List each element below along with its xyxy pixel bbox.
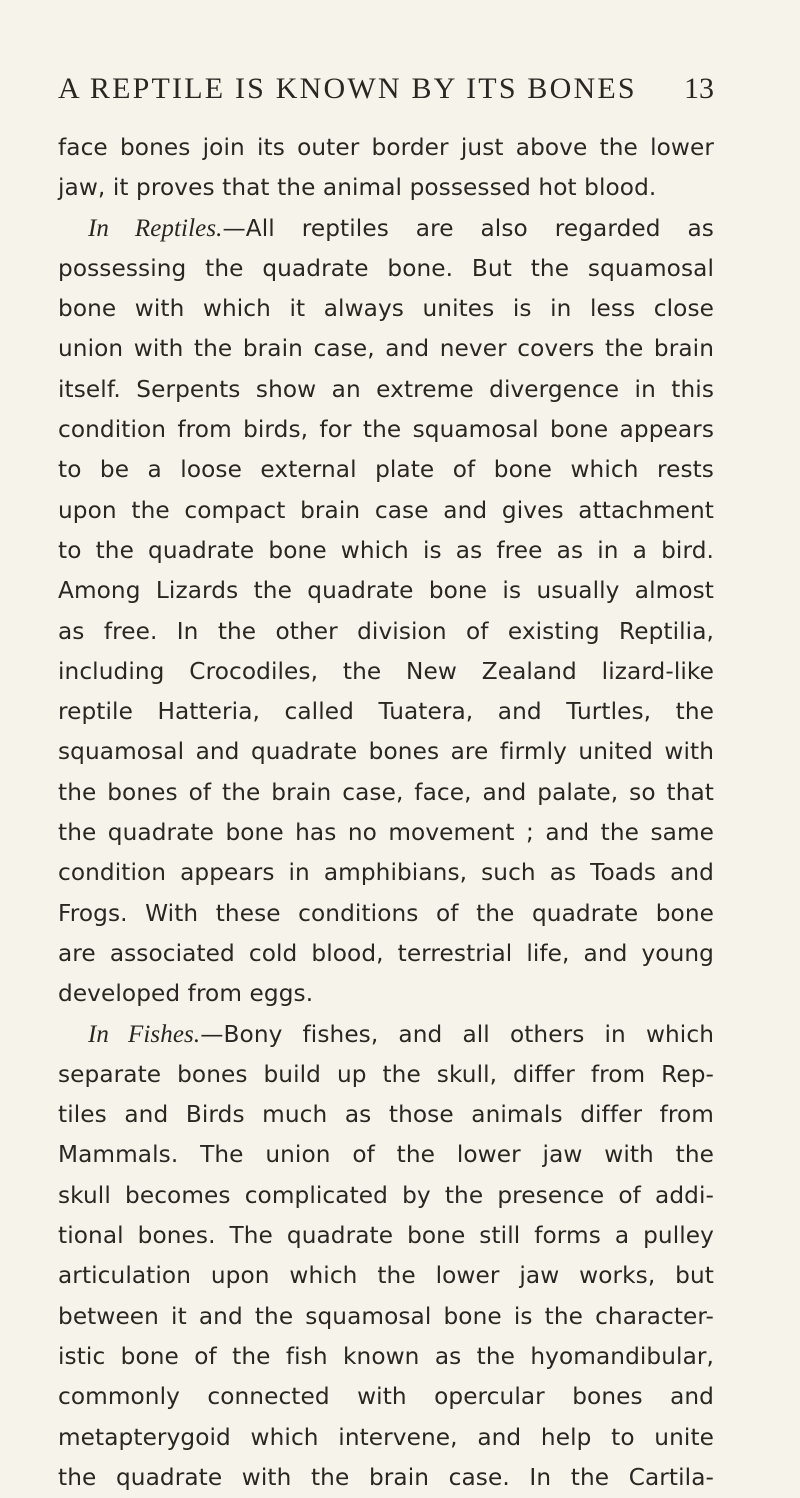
text-line bbox=[58, 410, 714, 450]
line-text: between it and the squamosal bone is the character- bbox=[58, 1302, 714, 1330]
text-line bbox=[58, 370, 714, 410]
text-line bbox=[58, 813, 714, 853]
page-number: 13 bbox=[684, 72, 714, 105]
line-text: jaw, it proves that the animal possessed hot blood. bbox=[58, 174, 657, 202]
section-heading: In Fishes. bbox=[88, 1020, 201, 1048]
text-line bbox=[58, 450, 714, 490]
line-text: istic bone of the fish known as the hyomandibular, bbox=[58, 1342, 714, 1370]
text-line bbox=[58, 1458, 714, 1498]
text-line bbox=[58, 974, 714, 1014]
running-head bbox=[58, 72, 714, 112]
text-line bbox=[58, 1176, 714, 1216]
text-line bbox=[58, 329, 714, 369]
line-text: tiles and Birds much as those animals differ from bbox=[58, 1101, 714, 1129]
line-text: union with the brain case, and never covers the brain bbox=[58, 335, 714, 363]
text-line bbox=[58, 853, 714, 893]
line-text: condition appears in amphibians, such as Toads and bbox=[58, 859, 714, 887]
text-line bbox=[58, 1055, 714, 1095]
line-text: tional bones. The quadrate bone still forms a pulley bbox=[58, 1222, 714, 1250]
line-text: including Crocodiles, the New Zealand lizard-like bbox=[58, 657, 714, 685]
line-text: commonly connected with opercular bones and bbox=[58, 1383, 714, 1411]
line-text: are associated cold blood, terrestrial life, and young bbox=[58, 939, 714, 967]
text-line bbox=[58, 249, 714, 289]
line-text: separate bones build up the skull, differ from Rep- bbox=[58, 1060, 714, 1088]
text-line bbox=[58, 168, 714, 208]
line-text: Mammals. The union of the lower jaw with the bbox=[58, 1141, 714, 1169]
text-line bbox=[58, 289, 714, 329]
text-line bbox=[58, 1216, 714, 1256]
text-line bbox=[58, 491, 714, 531]
text-line bbox=[58, 612, 714, 652]
text-line bbox=[58, 571, 714, 611]
line-text: face bones join its outer border just above the lower bbox=[58, 134, 714, 161]
line-text: to the quadrate bone which is as free as in a bird. bbox=[58, 536, 714, 564]
text-line bbox=[58, 1297, 714, 1337]
line-text: the quadrate with the brain case. In the Cartila- bbox=[58, 1463, 714, 1491]
line-text: developed from eggs. bbox=[58, 980, 314, 1008]
text-line bbox=[58, 209, 714, 249]
text-line bbox=[58, 1135, 714, 1175]
line-text: articulation upon which the lower jaw works, but bbox=[58, 1262, 714, 1290]
text-line bbox=[58, 773, 714, 813]
line-text: —Bony fishes, and all others in which bbox=[200, 1020, 714, 1048]
line-text: bone with which it always unites is in less close bbox=[58, 295, 714, 323]
line-text: possessing the quadrate bone. But the squamosal bbox=[58, 254, 714, 282]
text-line bbox=[58, 1377, 714, 1417]
line-text: upon the compact brain case and gives attachment bbox=[58, 496, 714, 524]
line-text: as free. In the other division of existing Reptilia, bbox=[58, 617, 714, 645]
text-line bbox=[58, 934, 714, 974]
section-heading: In Reptiles. bbox=[88, 214, 223, 242]
line-text: —All reptiles are also regarded as bbox=[222, 214, 714, 242]
text-line bbox=[58, 1095, 714, 1135]
line-text: condition from birds, for the squamosal bone appears bbox=[58, 416, 714, 444]
text-line bbox=[58, 1256, 714, 1296]
line-text: squamosal and quadrate bones are firmly united with bbox=[58, 738, 714, 766]
line-text: metapterygoid which intervene, and help to unite bbox=[58, 1423, 714, 1451]
line-text: the bones of the brain case, face, and palate, so that bbox=[58, 778, 714, 806]
text-line bbox=[58, 894, 714, 934]
line-text: itself. Serpents show an extreme divergence in this bbox=[58, 375, 714, 403]
text-line bbox=[58, 531, 714, 571]
text-line bbox=[58, 692, 714, 732]
text-line bbox=[58, 1418, 714, 1458]
text-line bbox=[58, 652, 714, 692]
text-line bbox=[58, 1337, 714, 1377]
text-line bbox=[58, 732, 714, 772]
text-line bbox=[58, 1015, 714, 1055]
line-text: skull becomes complicated by the presence of addi- bbox=[58, 1181, 714, 1209]
line-text: to be a loose external plate of bone which rests bbox=[58, 456, 714, 484]
line-text: Frogs. With these conditions of the quadrate bone bbox=[58, 899, 714, 927]
running-head-title: A REPTILE IS KNOWN BY ITS BONES bbox=[58, 72, 637, 105]
line-text: the quadrate bone has no movement ; and the same bbox=[58, 819, 714, 847]
line-text: reptile Hatteria, called Tuatera, and Turtles, the bbox=[58, 698, 714, 726]
line-text: Among Lizards the quadrate bone is usually almost bbox=[58, 577, 714, 605]
text-line bbox=[58, 128, 714, 168]
